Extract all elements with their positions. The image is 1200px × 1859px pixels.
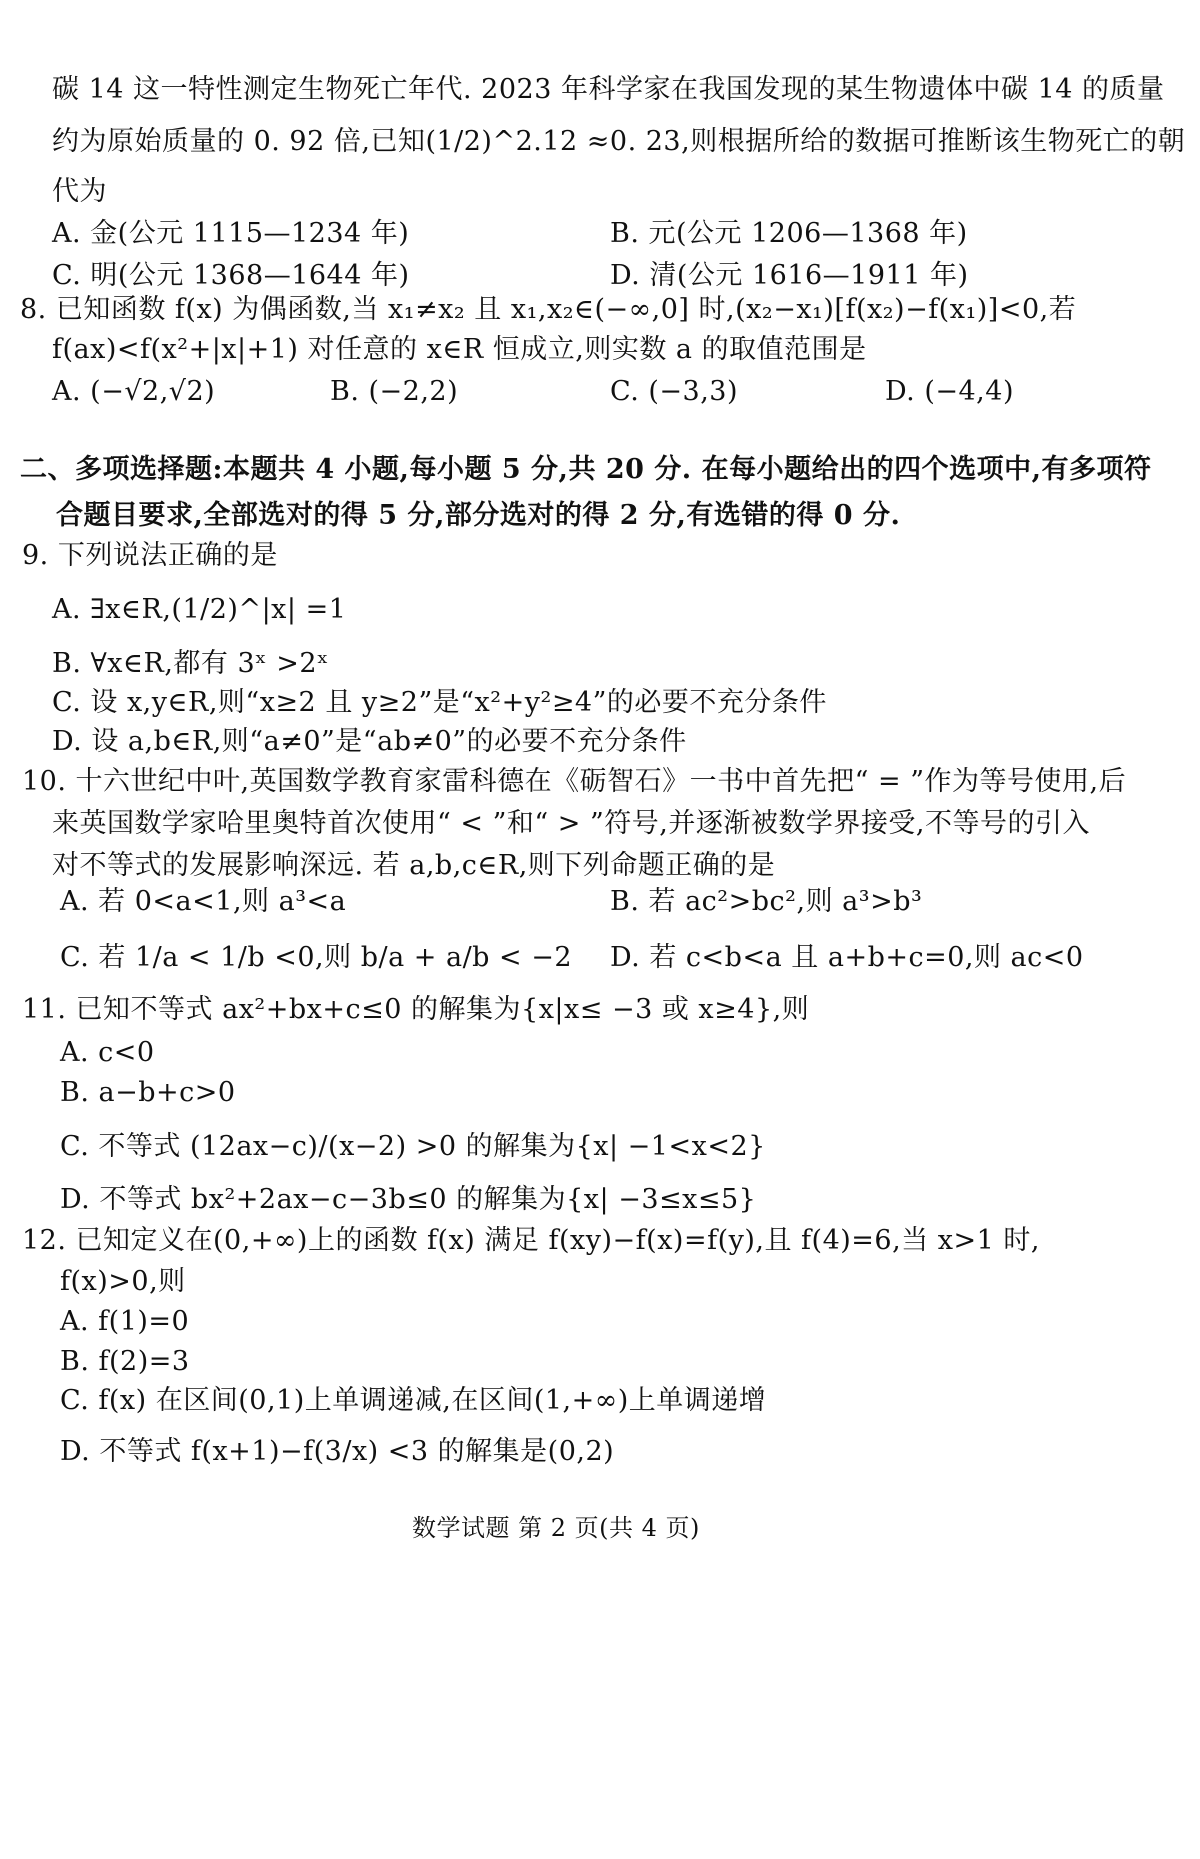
q8-option-b: B. (−2,2): [330, 376, 459, 407]
q12-option-a: A. f(1)=0: [60, 1306, 190, 1337]
q10-option-d: D. 若 c<b<a 且 a+b+c=0,则 ac<0: [610, 942, 1084, 973]
q10-option-a: A. 若 0<a<1,则 a³<a: [60, 886, 347, 917]
q12-option-c: C. f(x) 在区间(0,1)上单调递减,在区间(1,+∞)上单调递增: [60, 1385, 767, 1416]
q8-option-d: D. (−4,4): [885, 376, 1014, 407]
q11-option-a: A. c<0: [60, 1037, 155, 1068]
q8-line-1: 8. 已知函数 f(x) 为偶函数,当 x₁≠x₂ 且 x₁,x₂∈(−∞,0] 时,(x₂−x₁)[f(x₂)−f(x₁)]<0,若: [20, 294, 1077, 325]
q11-option-d: D. 不等式 bx²+2ax−c−3b≤0 的解集为{x| −3≤x≤5}: [60, 1184, 757, 1215]
q8-option-a: A. (−√2,√2): [52, 376, 216, 407]
q9-option-b: B. ∀x∈R,都有 3ˣ >2ˣ: [52, 648, 329, 679]
q10-line-2: 来英国数学家哈里奥特首次使用“ < ”和“ > ”符号,并逐渐被数学界接受,不等号的引入: [52, 808, 1090, 839]
q7-option-a: A. 金(公元 1115—1234 年): [52, 218, 410, 249]
q7-line-1: 碳 14 这一特性测定生物死亡年代. 2023 年科学家在我国发现的某生物遗体中碳 14 的质量: [52, 74, 1165, 105]
q7-option-c: C. 明(公元 1368—1644 年): [52, 260, 410, 291]
q8-line-2: f(ax)<f(x²+|x|+1) 对任意的 x∈R 恒成立,则实数 a 的取值范围是: [52, 334, 867, 365]
section-2-heading-line-2: 合题目要求,全部选对的得 5 分,部分选对的得 2 分,有选错的得 0 分.: [56, 500, 901, 531]
q9-option-a: A. ∃x∈R,(1/2)^|x| =1: [52, 594, 347, 625]
q11-option-b: B. a−b+c>0: [60, 1077, 236, 1108]
q7-option-b: B. 元(公元 1206—1368 年): [610, 218, 968, 249]
q12-option-b: B. f(2)=3: [60, 1346, 190, 1377]
q9-option-c: C. 设 x,y∈R,则“x≥2 且 y≥2”是“x²+y²≥4”的必要不充分条件: [52, 687, 827, 718]
q12-line-1: 12. 已知定义在(0,+∞)上的函数 f(x) 满足 f(xy)−f(x)=f(y),且 f(4)=6,当 x>1 时,: [22, 1225, 1040, 1256]
q10-option-b: B. 若 ac²>bc²,则 a³>b³: [610, 886, 923, 917]
q11-option-c: C. 不等式 (12ax−c)/(x−2) >0 的解集为{x| −1<x<2}: [60, 1131, 766, 1162]
q10-line-3: 对不等式的发展影响深远. 若 a,b,c∈R,则下列命题正确的是: [52, 850, 776, 881]
q7-option-d: D. 清(公元 1616—1911 年): [610, 260, 969, 291]
q9-stem: 9. 下列说法正确的是: [22, 540, 278, 571]
q8-option-c: C. (−3,3): [610, 376, 738, 407]
q12-line-2: f(x)>0,则: [60, 1266, 186, 1297]
q10-line-1: 10. 十六世纪中叶,英国数学教育家雷科德在《砺智石》一书中首先把“ = ”作为等号使用,后: [22, 766, 1127, 797]
q11-stem: 11. 已知不等式 ax²+bx+c≤0 的解集为{x|x≤ −3 或 x≥4},则: [22, 994, 810, 1025]
q7-line-2: 约为原始质量的 0. 92 倍,已知(1/2)^2.12 ≈0. 23,则根据所给的数据可推断该生物死亡的朝: [52, 126, 1186, 157]
page-footer: 数学试题 第 2 页(共 4 页): [412, 1514, 700, 1542]
q9-option-d: D. 设 a,b∈R,则“a≠0”是“ab≠0”的必要不充分条件: [52, 726, 687, 757]
section-2-heading-line-1: 二、多项选择题:本题共 4 小题,每小题 5 分,共 20 分. 在每小题给出的四个选项中,有多项符: [20, 454, 1152, 485]
q7-line-3: 代为: [52, 176, 107, 207]
q12-option-d: D. 不等式 f(x+1)−f(3/x) <3 的解集是(0,2): [60, 1436, 615, 1467]
q10-option-c: C. 若 1/a < 1/b <0,则 b/a + a/b < −2: [60, 942, 573, 973]
